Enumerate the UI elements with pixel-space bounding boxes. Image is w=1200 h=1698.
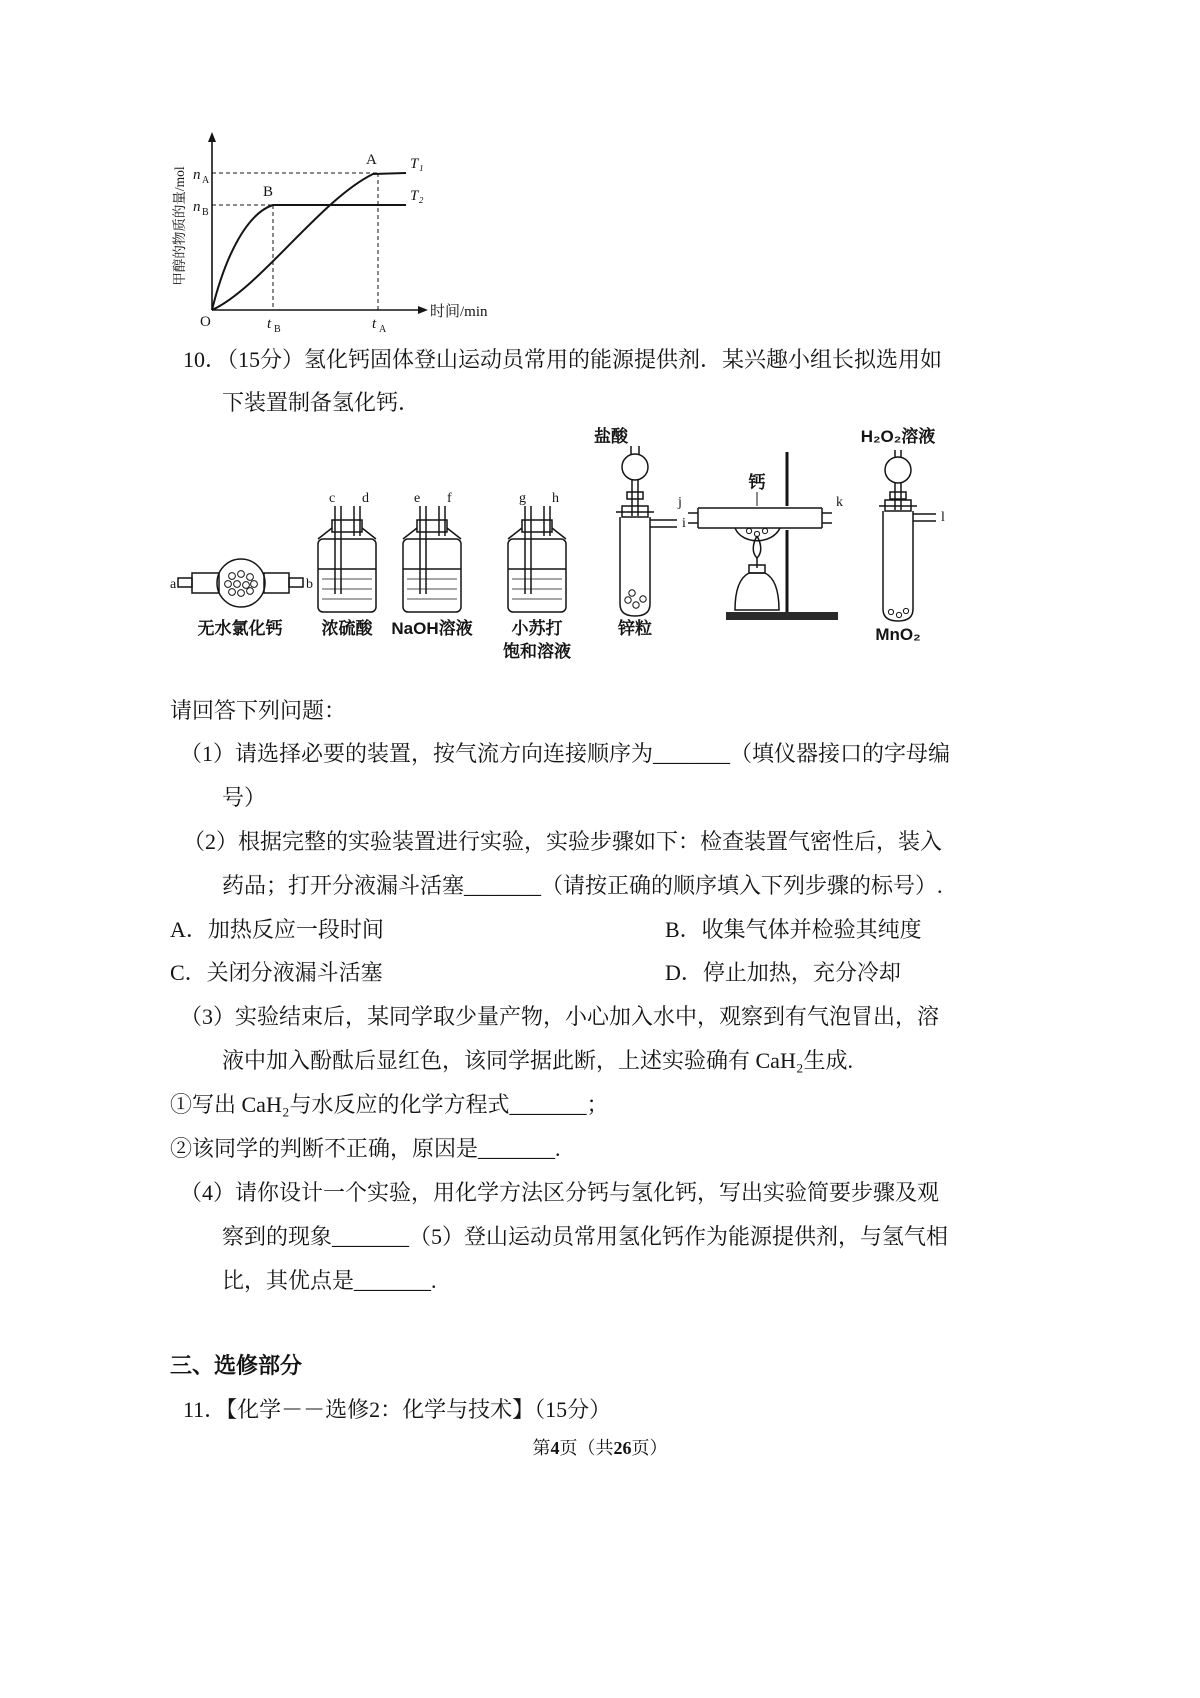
option-C: C．关闭分液漏斗活塞 (170, 960, 383, 985)
caption-nahco3-line2: 饱和溶液 (503, 642, 571, 661)
footer-suffix: 页） (631, 1438, 668, 1458)
page-footer (0, 1434, 1200, 1460)
x-axis-arrow (418, 306, 428, 314)
methanol-amount-time-graph (168, 128, 528, 343)
graph-curves (212, 173, 406, 310)
caption-naoh: NaOH溶液 (391, 619, 473, 638)
mno2-powder (888, 608, 908, 617)
port-c-label: c (329, 491, 336, 506)
q4-line-2: 察到的现象_______（5）登山运动员常用氢化钙作为能源提供剂，与氢气相 (222, 1224, 949, 1249)
q10-line-1: 10．（15分）氢化钙固体登山运动员常用的能源提供剂．某兴趣小组长拟选用如 (183, 347, 943, 372)
footer-page-number: 4 (550, 1438, 560, 1458)
port-h-label: h (552, 491, 559, 506)
port-l-label: l (941, 510, 945, 525)
q2-line-2: 药品；打开分液漏斗活塞_______（请按正确的顺序填入下列步骤的标号）. (222, 873, 943, 898)
port-b-label: b (306, 577, 313, 592)
caption-nahco3-line1: 小苏打 (511, 619, 563, 638)
q3-line-2: 液中加入酚酞后显红色，该同学据此断，上述实验确有 CaH₂生成. (222, 1048, 853, 1073)
calcium-granules (746, 528, 767, 536)
q2-line-1: （2）根据完整的实验装置进行实验，实验步骤如下：检查装置气密性后，装入 (183, 829, 943, 854)
option-B: B．收集气体并检验其纯度 (665, 917, 922, 942)
port-f-label: f (447, 491, 452, 506)
tA-subscript: A (379, 324, 387, 335)
label-hcl: 盐酸 (594, 427, 628, 446)
caption-zinc: 锌粒 (618, 619, 652, 638)
zinc-granules (625, 590, 646, 608)
tA-label: t (372, 316, 377, 332)
port-i-label: i (682, 516, 686, 531)
device-bottle-h2so4 (318, 506, 376, 612)
q3-sub1: ①写出 CaH₂与水反应的化学方程式_______； (170, 1092, 609, 1117)
footer-total-pages: 26 (613, 1438, 632, 1458)
caption-cacl2: 无水氯化钙 (197, 619, 283, 638)
caption-mno2: MnO₂ (875, 625, 921, 644)
port-e-label: e (414, 491, 421, 506)
nB-label: n (193, 199, 201, 215)
device-drying-tube (178, 559, 303, 607)
nA-label: n (193, 167, 201, 183)
T1-label: T₁ (410, 156, 424, 172)
tB-subscript: B (274, 324, 281, 335)
T2-label: T₂ (410, 188, 424, 204)
q4-line-1: （4）请你设计一个实验，用化学方法区分钙与氢化钙，写出实验简要步骤及观 (180, 1180, 940, 1205)
graph-x-label: 时间/min (430, 304, 488, 320)
port-d-label: d (362, 491, 369, 506)
port-k-label: k (836, 495, 843, 510)
ask-line: 请回答下列问题： (170, 698, 347, 723)
y-axis-arrow (208, 132, 216, 142)
q11-line: 11．【化学－－选修2：化学与技术】（15分） (183, 1397, 612, 1422)
point-A-label: A (366, 152, 377, 168)
graph-origin-label: O (200, 314, 211, 330)
nA-subscript: A (202, 175, 210, 186)
device-bottle-nahco3 (508, 506, 566, 612)
tB-label: t (267, 316, 272, 332)
q1-line-2: 号） (222, 785, 267, 810)
footer-middle: 页（共 (559, 1438, 614, 1458)
option-A: A．加热反应一段时间 (170, 917, 384, 942)
footer-prefix: 第 (532, 1438, 551, 1458)
port-a-label: a (170, 577, 177, 592)
label-calcium: 钙 (748, 473, 766, 492)
lamp-flame (753, 536, 761, 558)
device-hcl-zinc (616, 446, 677, 616)
point-B-label: B (263, 184, 274, 200)
device-bottle-naoh (403, 506, 461, 612)
label-h2o2: H₂O₂溶液 (860, 427, 936, 446)
graph-axes (212, 140, 420, 310)
section3-heading: 三、选修部分 (170, 1353, 303, 1378)
port-g-label: g (519, 491, 526, 506)
apparatus-diagram (170, 424, 1035, 679)
device-h2o2-mno2 (879, 450, 936, 621)
cacl2-granules (225, 571, 258, 597)
q10-line-2: 下装置制备氢化钙． (222, 390, 421, 415)
port-j-label: j (678, 495, 682, 510)
graph-y-label: 甲醇的物质的量/mol (172, 166, 187, 286)
curve-T1 (212, 173, 406, 310)
lamp-body (735, 573, 779, 610)
q4-line-3: 比，其优点是_______. (222, 1268, 437, 1293)
q1-line-1: （1）请选择必要的装置，按气流方向连接顺序为_______（填仪器接口的字母编 (180, 741, 951, 766)
curve-T2 (212, 205, 406, 310)
q3-line-1: （3）实验结束后，某同学取少量产物，小心加入水中，观察到有气泡冒出，溶 (180, 1004, 940, 1029)
nB-subscript: B (202, 207, 209, 218)
q3-sub2: ②该同学的判断不正确，原因是_______. (170, 1136, 561, 1161)
option-D: D．停止加热，充分冷却 (665, 960, 901, 985)
caption-h2so4: 浓硫酸 (321, 619, 373, 638)
